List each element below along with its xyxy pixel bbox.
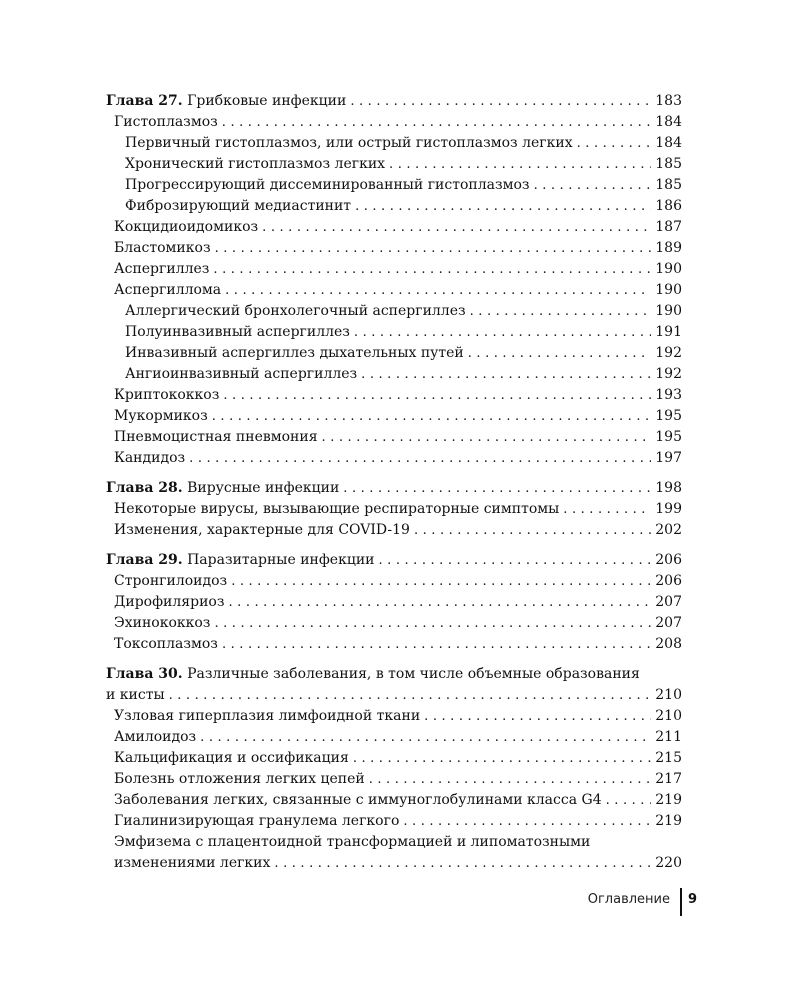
toc-entry[interactable]: Гиалинизирующая гранулема легкого . . . 219: [106, 811, 682, 832]
toc-entry[interactable]: Первичный гистоплазмоз, или острый гистоплазмоз легких . . . 184: [106, 133, 682, 154]
toc-entry[interactable]: Фиброзирующий медиастинит . . . 186: [106, 196, 682, 217]
chapter-29: [106, 550, 682, 655]
chapter-heading[interactable]: [106, 478, 682, 499]
toc-entry-continued[interactable]: изменениями легких . . . 220: [106, 853, 682, 874]
toc-entry[interactable]: Кокцидиоидомикоз . . . 187: [106, 217, 682, 238]
toc-entry[interactable]: Аллергический бронхолегочный аспергиллез . . . 190: [106, 301, 682, 322]
dot-leader: [577, 133, 652, 154]
toc-entry[interactable]: Кальцификация и оссификация . . . 215: [106, 748, 682, 769]
toc-entry[interactable]: Узловая гиперплазия лимфоидной ткани . . . 210: [106, 706, 682, 727]
chapter-title: Различные заболевания, в том числе объемные образования: [187, 666, 640, 682]
toc-entry[interactable]: Мукормикоз . . . 195: [106, 406, 682, 427]
dot-leader: [389, 154, 651, 175]
dot-leader: [534, 175, 652, 196]
page-number: 206: [655, 552, 682, 568]
dot-leader: [343, 478, 651, 499]
dot-leader: [414, 520, 651, 541]
toc-entry[interactable]: Токсоплазмоз . . . 208: [106, 634, 682, 655]
dot-leader: [470, 301, 652, 322]
toc-entry[interactable]: Эхинококкоз . . . 207: [106, 613, 682, 634]
dot-leader: [189, 448, 651, 469]
dot-leader: [355, 196, 651, 217]
toc-entry[interactable]: Дирофиляриоз . . . 207: [106, 592, 682, 613]
chapter-title: Грибковые инфекции: [187, 93, 347, 109]
toc-entry[interactable]: Кандидоз . . . 197: [106, 448, 682, 469]
dot-leader: [225, 280, 651, 301]
toc-entry[interactable]: Аспергиллома . . . 190: [106, 280, 682, 301]
toc-entry[interactable]: Аспергиллез . . . 190: [106, 259, 682, 280]
toc-entry[interactable]: Заболевания легких, связанные с иммуноглобулинами класса G4 . . . 219: [106, 790, 682, 811]
dot-leader: [200, 727, 651, 748]
chapter-28: [106, 478, 682, 541]
dot-leader: [228, 592, 651, 613]
dot-leader: [231, 571, 651, 592]
chapter-label: Глава 28.: [106, 480, 183, 496]
chapter-27: [106, 91, 682, 469]
dot-leader: [403, 811, 651, 832]
dot-leader: [350, 91, 651, 112]
toc-entry[interactable]: Прогрессирующий диссеминированный гистоплазмоз . . . 185: [106, 175, 682, 196]
footer-divider: [680, 888, 682, 916]
chapter-title: Вирусные инфекции: [187, 480, 340, 496]
toc-entry[interactable]: Криптококкоз . . . 193: [106, 385, 682, 406]
dot-leader: [222, 634, 651, 655]
dot-leader: [353, 748, 651, 769]
page-footer: [0, 886, 800, 916]
toc-entry[interactable]: Изменения, характерные для COVID-19 . . . 202: [106, 520, 682, 541]
dot-leader: [214, 613, 651, 634]
table-of-contents: [106, 91, 682, 883]
toc-entry-multiline[interactable]: Эмфизема с плацентоидной трансформацией и липоматозными: [114, 834, 591, 850]
dot-leader: [222, 112, 651, 133]
toc-entry[interactable]: Бластомикоз . . . 189: [106, 238, 682, 259]
toc-entry[interactable]: Болезнь отложения легких цепей . . . 217: [106, 769, 682, 790]
page-number: 183: [655, 93, 682, 109]
toc-entry[interactable]: Ангиоинвазивный аспергиллез . . . 192: [106, 364, 682, 385]
chapter-label: Глава 27.: [106, 93, 183, 109]
chapter-label: Глава 29.: [106, 552, 183, 568]
dot-leader: [563, 499, 651, 520]
folio-page-number: 9: [688, 892, 698, 907]
toc-entry[interactable]: Инвазивный аспергиллез дыхательных путей . . . 192: [106, 343, 682, 364]
chapter-heading[interactable]: [106, 550, 682, 571]
toc-entry[interactable]: Стронгилоидоз . . . 206: [106, 571, 682, 592]
toc-entry[interactable]: Хронический гистоплазмоз легких . . . 185: [106, 154, 682, 175]
dot-leader: [606, 790, 652, 811]
running-footer-section: Оглавление: [587, 892, 670, 907]
chapter-heading[interactable]: [106, 91, 682, 112]
toc-entry[interactable]: Гистоплазмоз . . . 184: [106, 112, 682, 133]
chapter-title: Паразитарные инфекции: [187, 552, 375, 568]
chapter-label: Глава 30.: [106, 666, 183, 682]
dot-leader: [223, 385, 651, 406]
dot-leader: [169, 685, 652, 706]
toc-entry[interactable]: Некоторые вирусы, вызывающие респираторные симптомы . . . 199: [106, 499, 682, 520]
dot-leader: [262, 217, 651, 238]
chapter-30: [106, 664, 682, 874]
toc-entry[interactable]: Полуинвазивный аспергиллез . . . 191: [106, 322, 682, 343]
dot-leader: [213, 259, 651, 280]
toc-entry[interactable]: Амилоидоз . . . 211: [106, 727, 682, 748]
chapter-heading-continued[interactable]: и кисты . . . 210: [106, 685, 682, 706]
page-number: 210: [655, 687, 682, 703]
dot-leader: [354, 322, 651, 343]
dot-leader: [212, 406, 652, 427]
dot-leader: [361, 364, 651, 385]
toc-entry[interactable]: Пневмоцистная пневмония . . . 195: [106, 427, 682, 448]
chapter-heading[interactable]: [106, 664, 682, 685]
dot-leader: [215, 238, 652, 259]
dot-leader: [379, 550, 652, 571]
dot-leader: [369, 769, 652, 790]
dot-leader: [424, 706, 651, 727]
page-number: 198: [655, 480, 682, 496]
dot-leader: [468, 343, 652, 364]
dot-leader: [274, 853, 651, 874]
dot-leader: [322, 427, 652, 448]
